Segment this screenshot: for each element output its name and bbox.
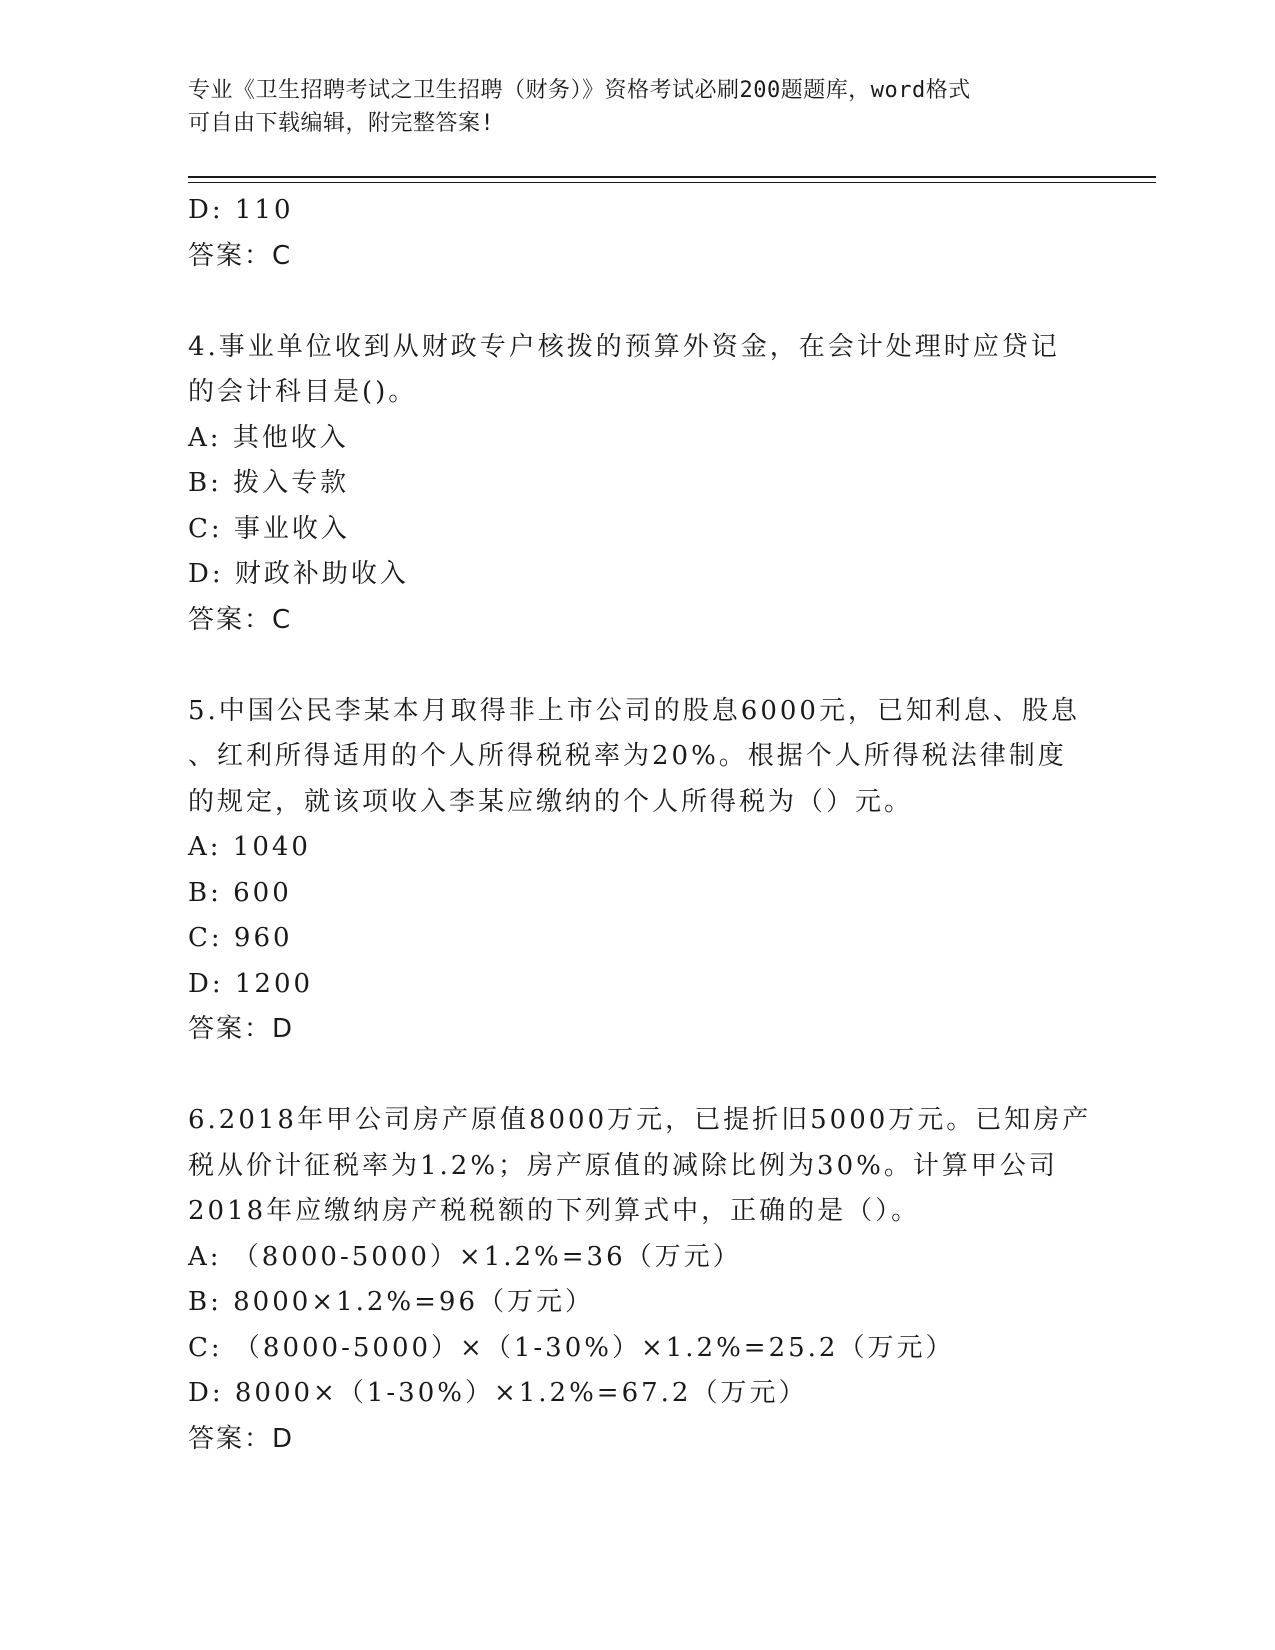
question-stem: 6.2018年甲公司房产原值8000万元，已提折旧5000万元。已知房产: [188, 1105, 1092, 1135]
header-divider-thin: [188, 182, 1156, 183]
question-content: [188, 188, 1092, 1462]
answer-line: 答案：C: [188, 240, 293, 271]
question-stem: 的规定，就该项收入李某应缴纳的个人所得税为（）元。: [188, 786, 914, 817]
question-4: [188, 325, 1088, 644]
spacer: [188, 279, 1088, 325]
question-3-tail: [188, 188, 1088, 279]
header-title-line-2: 可自由下载编辑，附完整答案!: [188, 111, 495, 136]
header-title-line-1: 专业《卫生招聘考试之卫生招聘（财务）》资格考试必刷200题题库，word格式: [188, 78, 971, 103]
header-divider-thick: [188, 176, 1156, 178]
answer-line: 答案：D: [188, 1014, 295, 1044]
spacer: [188, 643, 1088, 689]
option-a: A: 1040: [188, 832, 311, 862]
question-6: [188, 1098, 1092, 1462]
option-b: B: 8000×1.2%=96（万元）: [188, 1287, 595, 1317]
option-c: C: 960: [188, 923, 293, 953]
option-d: D: 8000×（1-30%）×1.2%=67.2（万元）: [188, 1378, 808, 1408]
option-c: C: 事业收入: [188, 513, 350, 544]
option-d: D: 财政补助收入: [188, 559, 409, 589]
question-stem: 4.事业单位收到从财政专户核拨的预算外资金，在会计处理时应贷记: [188, 331, 1060, 362]
option-b: B: 600: [188, 877, 292, 908]
answer-line: 答案：C: [188, 604, 293, 635]
option-a: A: （8000-5000）×1.2%=36（万元）: [188, 1241, 742, 1272]
question-5: [188, 689, 1088, 1053]
question-stem: 、红利所得适用的个人所得税税率为20%。根据个人所得税法律制度: [188, 741, 1067, 771]
question-stem: 税从价计征税率为1.2%；房产原值的减除比例为30%。计算甲公司: [188, 1150, 1058, 1181]
question-stem: 5.中国公民李某本月取得非上市公司的股息6000元，已知利息、股息: [188, 695, 1080, 726]
option-c: C: （8000-5000）×（1-30%）×1.2%=25.2（万元）: [188, 1332, 955, 1363]
option-d: D: 1200: [188, 968, 314, 999]
page-header: [188, 74, 1068, 140]
question-stem: 2018年应缴纳房产税税额的下列算式中，正确的是（）。: [188, 1196, 921, 1226]
question-stem: 的会计科目是()。: [188, 377, 418, 407]
option-b: B: 拨入专款: [188, 468, 350, 498]
spacer: [188, 1053, 1088, 1099]
answer-line: 答案：D: [188, 1423, 295, 1454]
option-a: A: 其他收入: [188, 422, 349, 453]
option-d: D: 110: [188, 195, 294, 225]
